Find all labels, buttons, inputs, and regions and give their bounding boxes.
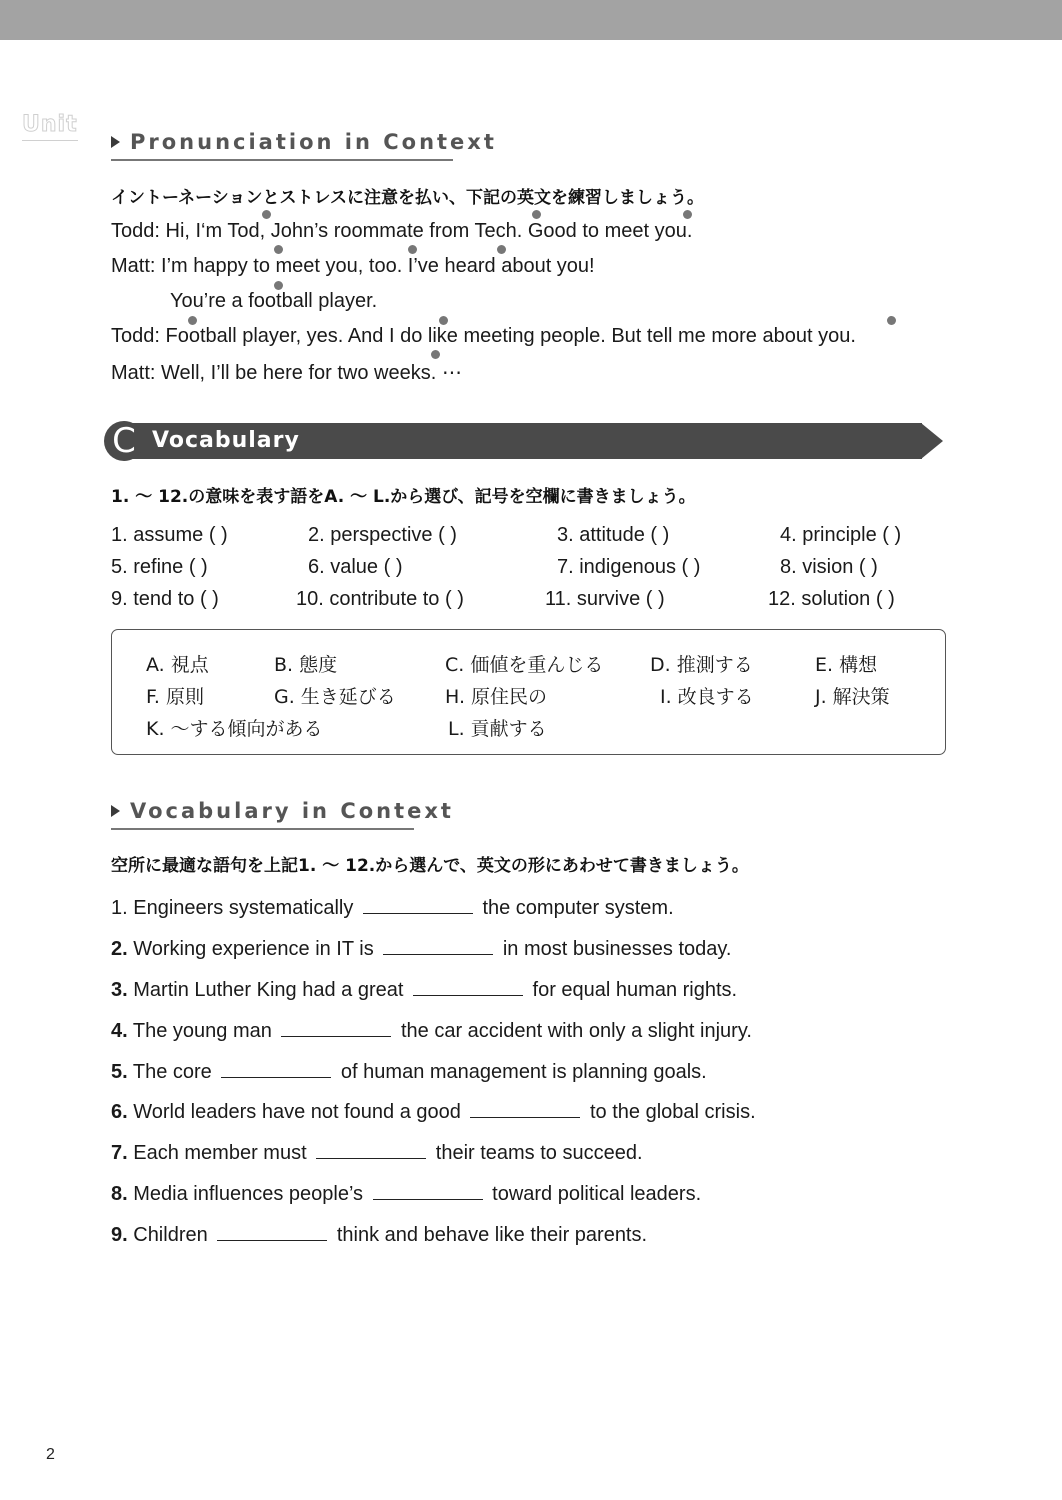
exercise-number: 5.: [111, 1061, 128, 1083]
sentence-part: Martin Luther King had a great: [127, 979, 409, 1001]
answer-blank[interactable]: [373, 1181, 483, 1200]
sentence-part: to the global crisis.: [584, 1101, 756, 1123]
pronunciation-instruction: イントーネーションとストレスに注意を払い、下記の英文を練習しましょう。: [111, 188, 704, 208]
page-number: 2: [46, 1446, 55, 1463]
choice-item: E. 構想: [815, 654, 878, 676]
triangle-bullet-icon: [111, 805, 120, 817]
vocab-word: 9. tend to ( ): [111, 588, 219, 610]
choice-item: L. 貢献する: [448, 718, 547, 740]
dialogue-text: Well, I’ll be here for two weeks. ⋯: [155, 362, 462, 384]
exercise-sentence: [111, 977, 737, 1002]
exercise-number: 8.: [111, 1183, 128, 1205]
dialogue-text: You’re a football player.: [170, 290, 378, 312]
choice-item: J. 解決策: [815, 686, 890, 708]
sentence-part: The core: [127, 1061, 218, 1083]
exercise-number: 1.: [111, 897, 128, 919]
exercise-sentence: [111, 1059, 707, 1084]
exercise-sentence: [111, 1140, 643, 1165]
sentence-part: the computer system.: [476, 897, 674, 919]
dialogue-text: Hi, I‘m Tod, John’s roommate from Tech. Good to meet you.: [159, 220, 693, 242]
exercise-sentence: [111, 895, 674, 920]
answer-blank[interactable]: [413, 977, 523, 996]
exercise-sentence: [111, 1018, 752, 1043]
dialogue-text: Football player, yes. And I do like meeting people. But tell me more about you.: [159, 325, 856, 347]
vocab-word: 1. assume ( ): [111, 524, 228, 546]
exercise-sentence: [111, 1099, 756, 1124]
exercise-number: 7.: [111, 1142, 128, 1164]
vocab-word: 11. survive ( ): [545, 588, 665, 610]
vocab-word: 12. solution ( ): [768, 588, 895, 610]
dialogue-line: [170, 290, 377, 313]
exercise-sentence: [111, 936, 731, 961]
banner-arrow-tip: [921, 423, 943, 459]
sentence-part: think and behave like their parents.: [331, 1224, 648, 1246]
answer-blank[interactable]: [221, 1059, 331, 1078]
context-heading-text: Vocabulary in Context: [130, 799, 454, 823]
stress-dot-icon: [439, 316, 448, 325]
stress-dot-icon: [431, 350, 440, 359]
vocab-word: 6. value ( ): [308, 556, 403, 578]
section-title: Vocabulary: [152, 428, 300, 453]
choice-item: H. 原住民の: [445, 686, 548, 708]
sentence-part: Engineers systematically: [127, 897, 359, 919]
heading-underline: [111, 828, 414, 830]
stress-dot-icon: [274, 281, 283, 290]
stress-dot-icon: [274, 245, 283, 254]
dialogue-line: [111, 255, 595, 278]
choice-item: B. 態度: [274, 654, 338, 676]
choice-item: K. 〜する傾向がある: [146, 718, 323, 740]
exercise-number: 4.: [111, 1020, 128, 1042]
unit-label: Unit: [22, 112, 78, 137]
sentence-part: the car accident with only a slight injury.: [395, 1020, 752, 1042]
heading-underline: [111, 159, 453, 161]
exercise-sentence: [111, 1222, 647, 1247]
stress-dot-icon: [887, 316, 896, 325]
sentence-part: of human management is planning goals.: [335, 1061, 707, 1083]
sentence-part: Media influences people’s: [127, 1183, 369, 1205]
vocab-word: 7. indigenous ( ): [557, 556, 701, 578]
triangle-bullet-icon: [111, 136, 120, 148]
sentence-part: The young man: [127, 1020, 278, 1042]
sentence-part: toward political leaders.: [486, 1183, 702, 1205]
stress-dot-icon: [497, 245, 506, 254]
choice-item: G. 生き延びる: [274, 686, 396, 708]
vocab-word: 3. attitude ( ): [557, 524, 670, 546]
dialogue-line: [111, 220, 692, 243]
exercise-number: 6.: [111, 1101, 128, 1123]
vocabulary-banner: [104, 422, 946, 460]
exercise-sentence: [111, 1181, 701, 1206]
dialogue-line: [111, 360, 462, 385]
choice-item: A. 視点: [146, 654, 209, 676]
vocab-word: 4. principle ( ): [780, 524, 902, 546]
stress-dot-icon: [532, 210, 541, 219]
choice-item: D. 推測する: [650, 654, 753, 676]
vocab-word: 8. vision ( ): [780, 556, 878, 578]
sentence-part: their teams to succeed.: [430, 1142, 643, 1164]
sentence-part: World leaders have not found a good: [127, 1101, 467, 1123]
answer-blank[interactable]: [470, 1099, 580, 1118]
choice-item: C. 価値を重んじる: [445, 654, 604, 676]
top-gray-band: [0, 0, 1062, 40]
vocabulary-instruction: 1. 〜 12.の意味を表す語をA. 〜 L.から選び、記号を空欄に書きましょう。: [111, 487, 696, 507]
pronunciation-heading: [111, 127, 497, 157]
vocab-word: 5. refine ( ): [111, 556, 208, 578]
stress-dot-icon: [683, 210, 692, 219]
dialogue-line: [111, 325, 856, 348]
vocab-word: 10. contribute to ( ): [296, 588, 464, 610]
sentence-part: Children: [127, 1224, 214, 1246]
stress-dot-icon: [188, 316, 197, 325]
answer-blank[interactable]: [281, 1018, 391, 1037]
dialogue-text: I’m happy to meet you, too. I’ve heard about you!: [155, 255, 595, 277]
answer-blank[interactable]: [316, 1140, 426, 1159]
exercise-number: 9.: [111, 1224, 128, 1246]
context-instruction: 空所に最適な語句を上記1. 〜 12.から選んで、英文の形にあわせて書きましょう。: [111, 856, 749, 876]
speaker: Matt:: [111, 255, 156, 277]
stress-dot-icon: [408, 245, 417, 254]
choice-item: F. 原則: [146, 686, 204, 708]
answer-blank[interactable]: [217, 1222, 327, 1241]
sentence-part: Working experience in IT is: [127, 938, 380, 960]
speaker: Todd:: [111, 220, 160, 242]
speaker: Todd:: [111, 325, 160, 347]
exercise-number: 2.: [111, 938, 128, 960]
context-heading: [111, 796, 454, 826]
stress-dot-icon: [262, 210, 271, 219]
vocab-word: 2. perspective ( ): [308, 524, 457, 546]
exercise-number: 3.: [111, 979, 128, 1001]
sentence-part: Each member must: [127, 1142, 313, 1164]
sentence-part: for equal human rights.: [526, 979, 738, 1001]
speaker: Matt:: [111, 362, 156, 384]
answer-blank[interactable]: [363, 895, 473, 914]
choice-item: I. 改良する: [660, 686, 754, 708]
sentence-part: in most businesses today.: [497, 938, 732, 960]
section-letter: C: [112, 421, 136, 461]
answer-blank[interactable]: [383, 936, 493, 955]
pronunciation-heading-text: Pronunciation in Context: [130, 130, 497, 154]
unit-underline: [22, 140, 78, 141]
